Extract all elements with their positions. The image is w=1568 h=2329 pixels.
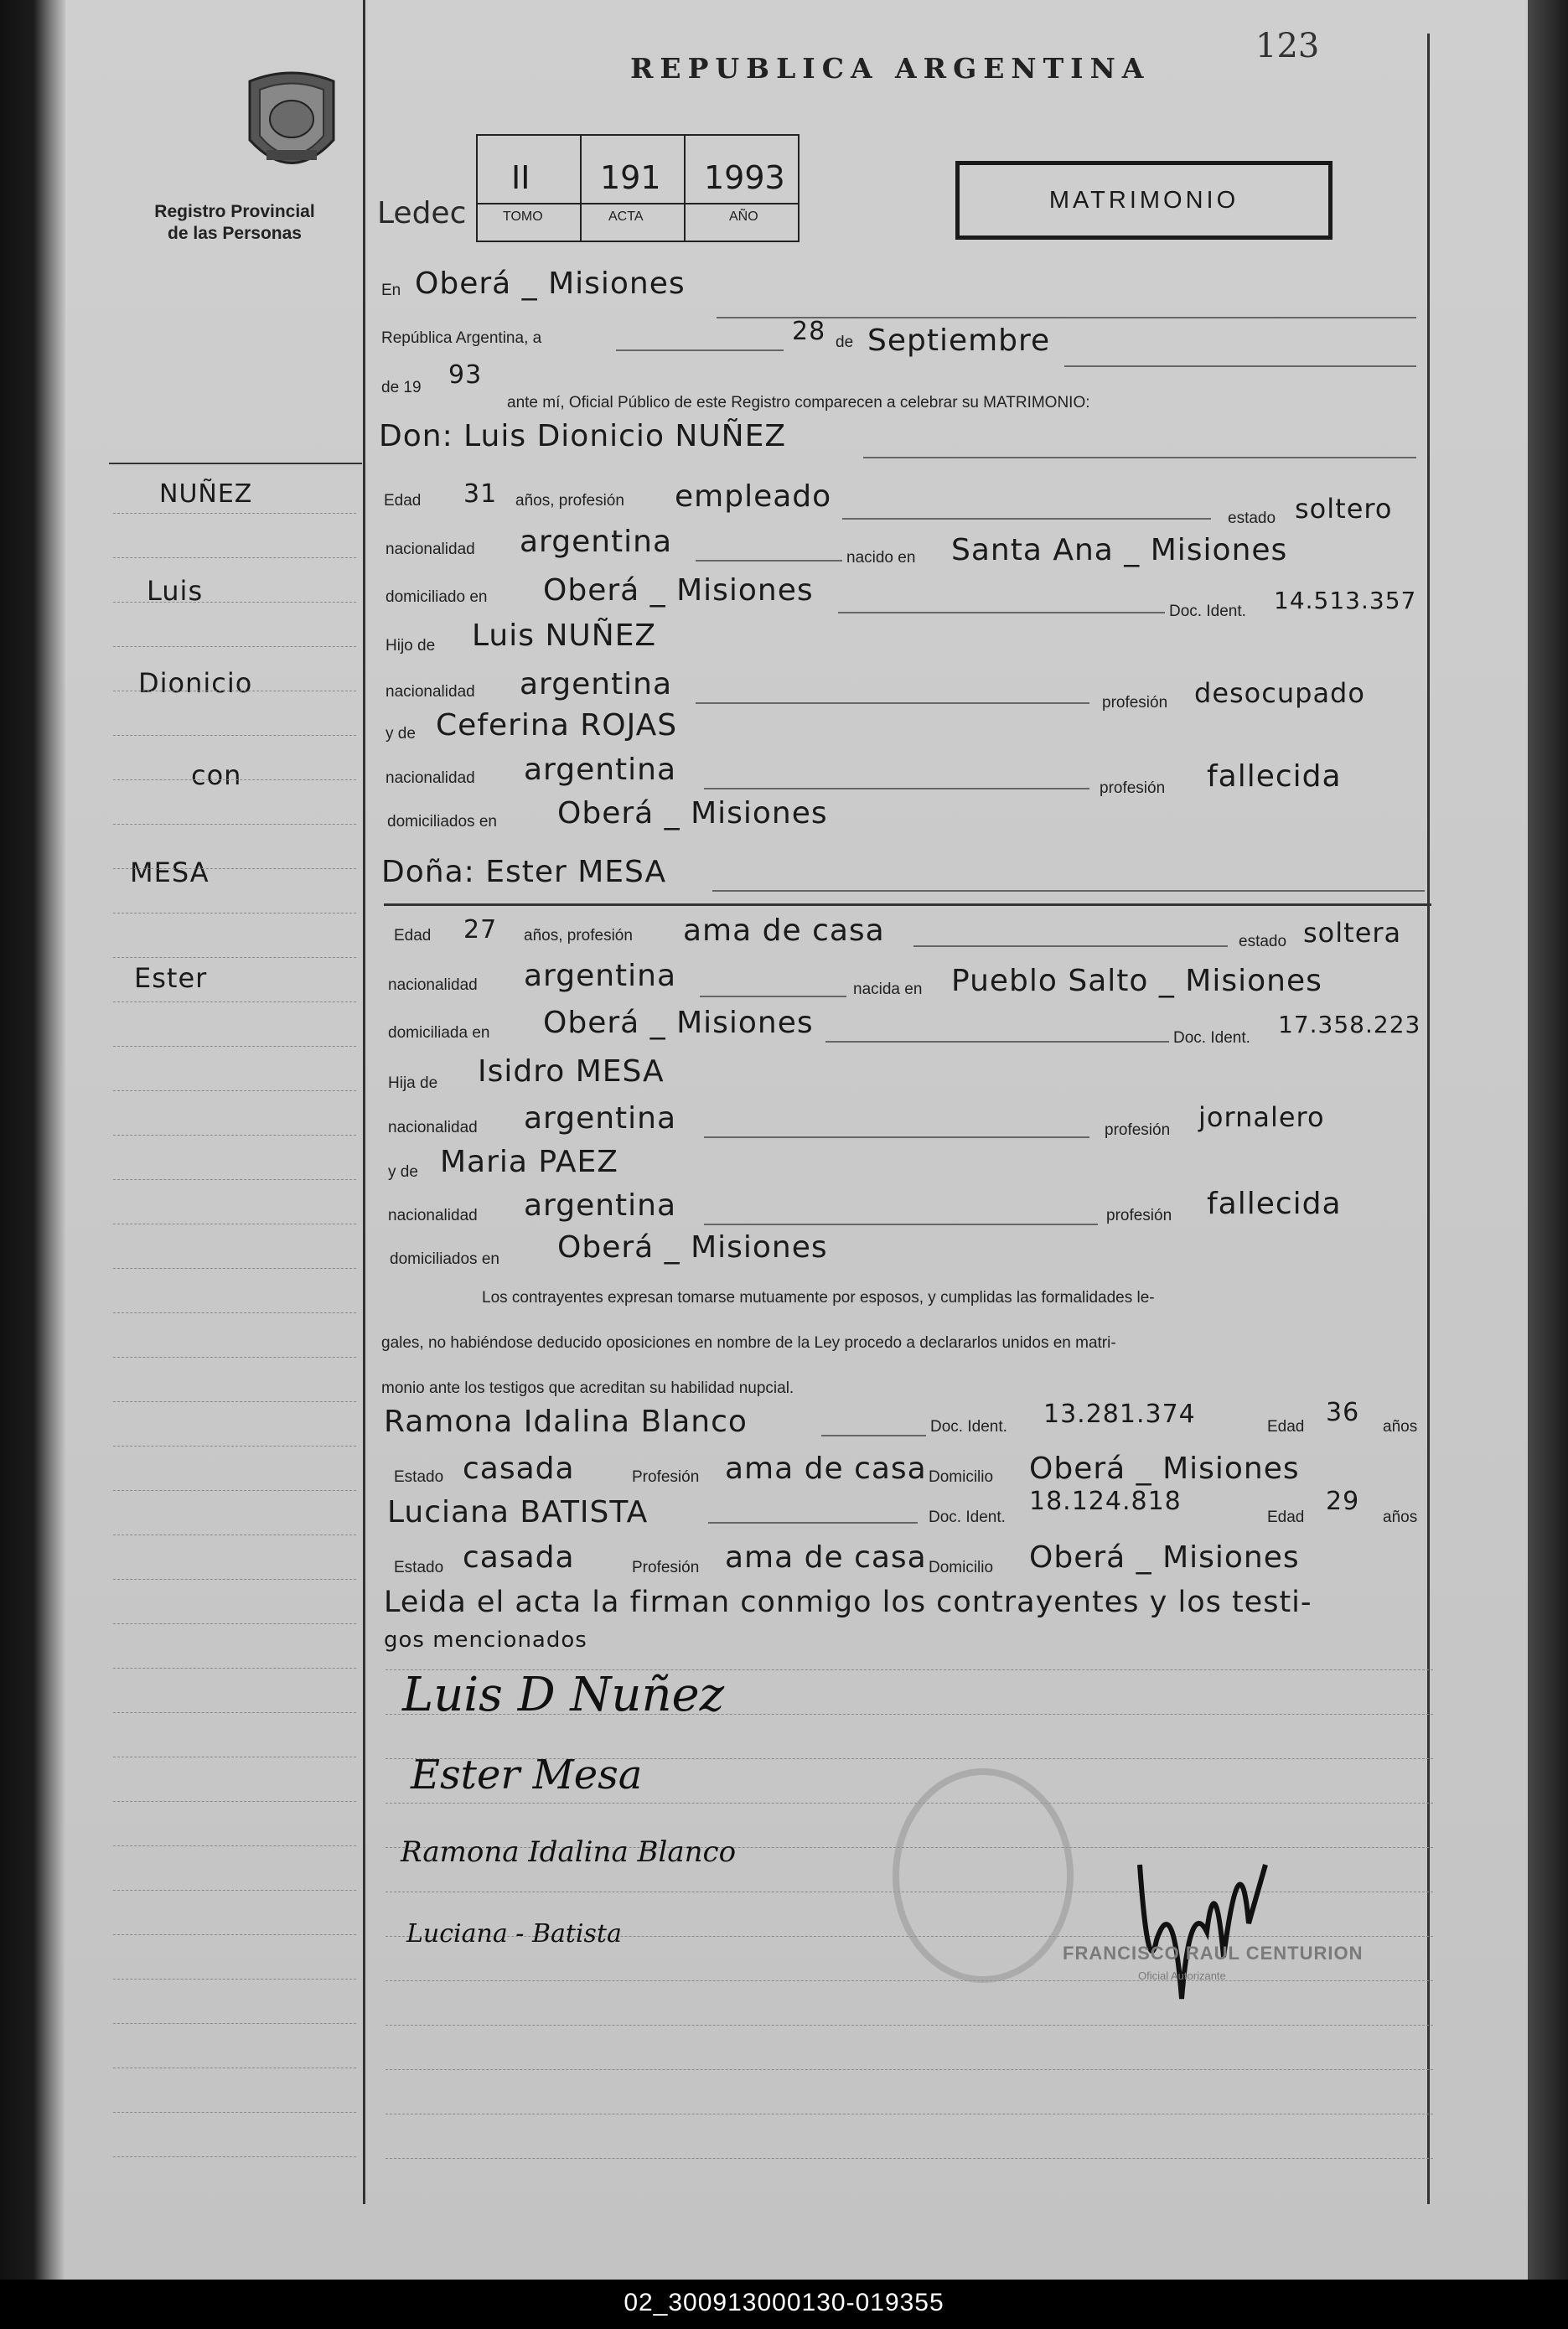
margin-ruled-line: [113, 2112, 356, 2113]
witness1-estado: casada: [463, 1452, 575, 1486]
acta-value: 191: [600, 159, 661, 196]
margin-ruled-line: [113, 1668, 356, 1669]
official-seal: [893, 1768, 1074, 1983]
anio-label: AÑO: [729, 210, 758, 224]
witness2-profesion: ama de casa: [725, 1540, 927, 1575]
margin-ruled-line: [113, 735, 356, 736]
groom-madre-prof: fallecida: [1207, 759, 1342, 794]
country-title: REPUBLICA ARGENTINA: [630, 52, 1151, 85]
groom-dom-line: [838, 612, 1165, 613]
witness1-doc: 13.281.374: [1043, 1400, 1196, 1429]
file-label: 02_300913000130-019355: [624, 2289, 944, 2316]
margin-ruled-line: [113, 1001, 356, 1002]
day-fill-line: [616, 349, 784, 351]
groom-padres-dom-label: domiciliados en: [387, 813, 497, 831]
witness2-edad-label: Edad: [1267, 1509, 1305, 1526]
bride-padre-prof: jornalero: [1198, 1101, 1325, 1133]
margin-ruled-line: [113, 513, 356, 514]
margin-ruled-line: [113, 1401, 356, 1402]
witness2-doc: 18.124.818: [1029, 1487, 1182, 1516]
witness1-name: Ramona Idalina Blanco: [384, 1405, 748, 1439]
witness2-domicilio-label: Domicilio: [929, 1559, 994, 1576]
groom-madre-nac-label: nacionalidad: [386, 769, 475, 787]
registry-name: [126, 201, 344, 245]
legal-line-1: Los contrayentes expresan tomarse mutuamente por esposos, y cumplidas las formalidades le-: [482, 1289, 1155, 1307]
groom-edad-label: Edad: [384, 492, 422, 510]
acta-label: ACTA: [608, 210, 644, 224]
bride-nacido-en: Pueblo Salto _ Misiones: [951, 964, 1322, 998]
margin-ruled-line: [113, 2023, 356, 2024]
bride-nacionalidad: argentina: [524, 959, 677, 993]
witness1-edad-label: Edad: [1267, 1418, 1305, 1436]
body-ruled-line: [386, 2158, 1433, 2159]
bride-madre-label: y de: [388, 1163, 418, 1181]
margin-ruled-line: [113, 1090, 356, 1091]
margin-ruled-line: [113, 2156, 356, 2157]
margin-ruled-line: [113, 1268, 356, 1269]
witness2-domicilio: Oberá _ Misiones: [1029, 1540, 1300, 1575]
tomo-value: II: [511, 159, 530, 196]
groom-nacido-en: Santa Ana _ Misiones: [951, 533, 1288, 567]
registry-emblem-icon: [241, 69, 342, 186]
legal-text: [381, 1276, 1429, 1411]
officer-name: FRANCISCO RAUL CENTURION: [1063, 1943, 1364, 1964]
officer-title: Oficial Autorizante: [1138, 1969, 1226, 1982]
bride-padre-prof-label: profesión: [1105, 1121, 1171, 1139]
margin-ruled-line: [113, 1934, 356, 1935]
bride-madre-prof: fallecida: [1207, 1187, 1342, 1221]
left-margin-rule: [363, 0, 365, 2204]
bride-name: Doña: Ester MESA: [381, 855, 667, 889]
ceremony-place: Oberá _ Misiones: [415, 267, 686, 301]
signature-witness-2: Luciana - Batista: [406, 1919, 622, 1949]
page-number: 123: [1255, 27, 1320, 65]
bride-padres-dom: Oberá _ Misiones: [557, 1230, 828, 1265]
margin-ruled-line: [113, 957, 356, 958]
record-table: [476, 134, 800, 242]
book-prefix: Ledec: [377, 196, 467, 230]
margin-ruled-line: [113, 1979, 356, 1980]
signature-bride: Ester Mesa: [411, 1752, 643, 1799]
groom-name: Don: Luis Dionicio NUÑEZ: [379, 419, 787, 453]
groom-madre-nac-line: [704, 788, 1089, 789]
bride-estado: soltera: [1303, 917, 1402, 949]
witness1-profesion-label: Profesión: [632, 1468, 700, 1486]
groom-padre-nac-line: [696, 702, 1089, 704]
margin-ruled-line: [113, 1135, 356, 1136]
witness2-doc-label: Doc. Ident.: [929, 1509, 1006, 1526]
document-type-box: [955, 161, 1333, 240]
margin-ruled-line: [113, 1801, 356, 1802]
bride-nac-label: nacionalidad: [388, 976, 478, 994]
anio-value: 1993: [704, 159, 785, 196]
section-divider: [384, 903, 1431, 906]
margin-first-name-groom: Luis: [147, 575, 204, 607]
anio-cell: [686, 136, 796, 241]
bride-doc-label: Doc. Ident.: [1173, 1029, 1250, 1047]
witness2-estado-label: Estado: [394, 1559, 444, 1576]
groom-padre-nac: argentina: [520, 667, 673, 701]
bride-name-line: [712, 890, 1425, 892]
closing-line-1: Leida el acta la firman conmigo los contrayentes y los testi-: [384, 1586, 1312, 1619]
groom-edad: 31: [463, 479, 498, 509]
groom-madre: Ceferina ROJAS: [436, 708, 678, 743]
margin-ruled-line: [113, 1312, 356, 1313]
bride-nac-line: [700, 996, 846, 997]
margin-middle-name-groom: Dionicio: [138, 667, 253, 699]
de-label: de: [836, 334, 854, 351]
witness1-doc-label: Doc. Ident.: [930, 1418, 1007, 1436]
signature-groom: Luis D Nuñez: [402, 1668, 725, 1722]
groom-domicilio: Oberá _ Misiones: [543, 573, 814, 608]
witness2-edad: 29: [1326, 1487, 1360, 1516]
groom-estado: soltero: [1295, 493, 1393, 525]
acta-cell: [582, 136, 686, 241]
margin-ruled-line: [113, 1623, 356, 1624]
right-margin-rule: [1427, 34, 1430, 2204]
witness1-edad: 36: [1326, 1398, 1360, 1427]
bride-estado-label: estado: [1239, 933, 1287, 950]
bride-padres-dom-label: domiciliados en: [390, 1250, 499, 1268]
document-type: MATRIMONIO: [1048, 186, 1239, 214]
groom-name-line: [863, 457, 1416, 458]
groom-padre-nac-label: nacionalidad: [386, 683, 475, 701]
margin-ruled-line: [113, 1490, 356, 1491]
groom-domicilio-label: domiciliado en: [386, 588, 488, 606]
witness1-domicilio: Oberá _ Misiones: [1029, 1452, 1300, 1486]
bride-madre: Maria PAEZ: [440, 1145, 618, 1179]
groom-nacido-label: nacido en: [846, 549, 916, 567]
bride-nacido-label: nacida en: [853, 981, 923, 998]
de19-label: de 19: [381, 379, 422, 396]
bride-madre-nac: argentina: [524, 1188, 677, 1223]
margin-ruled-line: [113, 1712, 356, 1713]
margin-ruled-line: [113, 1446, 356, 1447]
margin-ruled-line: [113, 1579, 356, 1580]
witness1-estado-label: Estado: [394, 1468, 444, 1486]
margin-top-divider: [109, 463, 362, 464]
margin-ruled-line: [113, 1357, 356, 1358]
margin-surname-groom: NUÑEZ: [159, 479, 253, 509]
margin-first-name-bride: Ester: [134, 962, 208, 994]
closing-line-2: gos mencionados: [384, 1628, 587, 1653]
witness2-estado: casada: [463, 1540, 575, 1575]
registry-line-1: Registro Provincial: [154, 202, 315, 221]
groom-padre: Luis NUÑEZ: [472, 618, 657, 653]
groom-profesion: empleado: [675, 479, 832, 514]
legal-line-3: monio ante los testigos que acreditan su habilidad nupcial.: [381, 1379, 794, 1397]
witness1-name-line: [821, 1435, 926, 1436]
groom-padre-prof-label: profesión: [1102, 694, 1168, 712]
body-ruled-line: [386, 1803, 1433, 1804]
month-fill-line: [1064, 365, 1416, 367]
margin-ruled-line: [113, 779, 356, 780]
bride-padre-nac-label: nacionalidad: [388, 1119, 478, 1136]
ceremony-month: Septiembre: [867, 323, 1051, 358]
bride-padre: Isidro MESA: [478, 1054, 665, 1089]
body-ruled-line: [386, 2025, 1433, 2026]
bride-madre-nac-line: [704, 1224, 1098, 1225]
bride-domicilio: Oberá _ Misiones: [543, 1006, 814, 1040]
body-ruled-line: [386, 2069, 1433, 2070]
witness2-profesion-label: Profesión: [632, 1559, 700, 1576]
margin-ruled-line: [113, 1845, 356, 1846]
groom-profesion-line: [842, 518, 1211, 520]
witness2-name-line: [708, 1522, 918, 1524]
ceremony-statement: ante mí, Oficial Público de este Registro comparecen a celebrar su MATRIMONIO:: [507, 394, 1090, 411]
bride-doc: 17.358.223: [1278, 1011, 1421, 1038]
bride-madre-prof-label: profesión: [1106, 1207, 1172, 1224]
witness1-anos-label: años: [1383, 1418, 1418, 1436]
witness2-name: Luciana BATISTA: [387, 1495, 649, 1529]
witness1-profesion: ama de casa: [725, 1452, 927, 1486]
groom-nac-label: nacionalidad: [386, 541, 475, 558]
groom-madre-label: y de: [386, 725, 416, 743]
groom-padre-label: Hijo de: [386, 637, 436, 655]
registry-line-2: de las Personas: [168, 224, 302, 243]
witness1-domicilio-label: Domicilio: [929, 1468, 994, 1486]
bride-profesion-label: años, profesión: [524, 927, 633, 945]
groom-estado-label: estado: [1228, 510, 1276, 527]
ceremony-year: 93: [448, 360, 483, 390]
groom-madre-prof-label: profesión: [1100, 779, 1166, 797]
bride-edad-label: Edad: [394, 927, 432, 945]
body-ruled-line: [386, 1980, 1433, 1981]
margin-ruled-line: [113, 602, 356, 603]
bride-padre-nac: argentina: [524, 1101, 677, 1136]
tomo-label: TOMO: [503, 210, 543, 224]
tomo-cell: [478, 136, 582, 241]
officer-signature-icon: [1123, 1814, 1274, 2024]
bride-edad: 27: [463, 915, 498, 945]
bride-padre-label: Hija de: [388, 1074, 438, 1092]
legal-line-2: gales, no habiéndose deducido oposiciones en nombre de la Ley procedo a declararlos unidos en matri-: [381, 1334, 1116, 1352]
margin-ruled-line: [113, 646, 356, 647]
republica-label: República Argentina, a: [381, 329, 542, 347]
groom-madre-nac: argentina: [524, 753, 677, 787]
record-table-divider: [478, 203, 798, 204]
ceremony-day: 28: [792, 317, 826, 346]
margin-ruled-line: [113, 868, 356, 869]
bride-madre-nac-label: nacionalidad: [388, 1207, 478, 1224]
margin-ruled-line: [113, 1890, 356, 1891]
groom-nac-line: [696, 560, 842, 562]
witness2-anos-label: años: [1383, 1509, 1418, 1526]
groom-padre-prof: desocupado: [1194, 677, 1365, 709]
margin-ruled-line: [113, 824, 356, 825]
groom-profesion-label: años, profesión: [515, 492, 624, 510]
signature-witness-1: Ramona Idalina Blanco: [401, 1835, 737, 1869]
bride-padre-nac-line: [704, 1136, 1089, 1138]
bride-dom-line: [825, 1041, 1169, 1043]
margin-ruled-line: [113, 1179, 356, 1180]
bride-profesion: ama de casa: [683, 913, 885, 948]
margin-con: con: [191, 759, 242, 791]
groom-doc-label: Doc. Ident.: [1169, 603, 1246, 620]
margin-surname-bride: MESA: [130, 857, 210, 888]
groom-doc: 14.513.357: [1274, 587, 1417, 614]
margin-ruled-line: [113, 1046, 356, 1047]
en-label: En: [381, 282, 401, 299]
margin-ruled-line: [113, 557, 356, 558]
groom-padres-dom: Oberá _ Misiones: [557, 796, 828, 831]
groom-nacionalidad: argentina: [520, 525, 673, 559]
bride-profesion-line: [913, 945, 1228, 947]
bride-domicilio-label: domiciliada en: [388, 1024, 490, 1042]
